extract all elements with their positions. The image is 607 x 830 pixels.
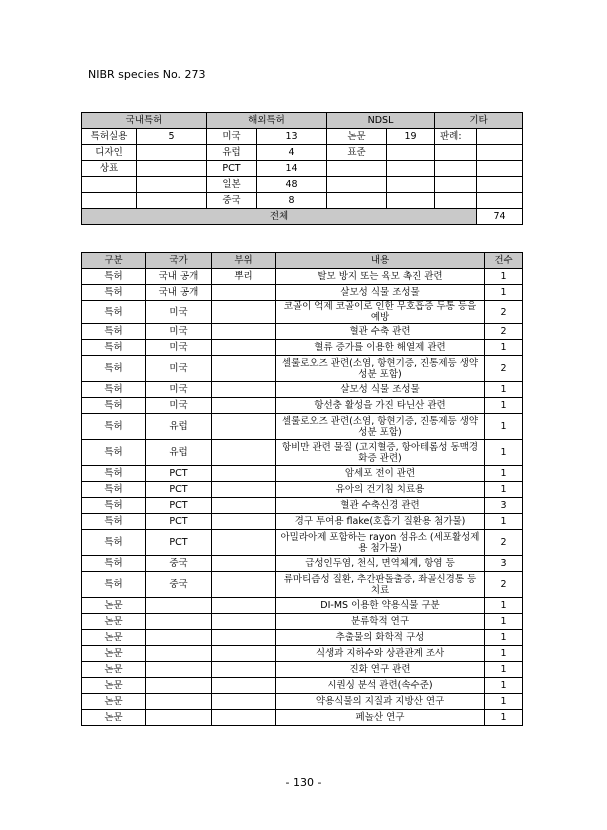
summary-row: [82, 193, 523, 209]
detail-cell-count: 3: [485, 498, 523, 514]
summary-cell: [82, 177, 137, 193]
summary-cell: 13: [257, 129, 327, 145]
detail-cell-part: [212, 498, 276, 514]
detail-row: [82, 340, 523, 356]
total-value: 74: [477, 209, 523, 225]
summary-cell: [327, 177, 387, 193]
detail-row: [82, 482, 523, 498]
detail-cell-country: PCT: [146, 514, 212, 530]
summary-cell: 디자인: [82, 145, 137, 161]
detail-row: [82, 556, 523, 572]
detail-cell-type: 특허: [82, 356, 146, 382]
detail-cell-country: [146, 662, 212, 678]
detail-cell-part: [212, 301, 276, 324]
detail-cell-country: 미국: [146, 398, 212, 414]
summary-cell: 표준: [327, 145, 387, 161]
detail-cell-type: 특허: [82, 482, 146, 498]
detail-cell-type: 특허: [82, 440, 146, 466]
detail-row: [82, 269, 523, 285]
detail-row: [82, 614, 523, 630]
detail-col-header: 부위: [212, 253, 276, 269]
detail-cell-part: [212, 324, 276, 340]
detail-cell-type: 특허: [82, 340, 146, 356]
detail-cell-content: 암세포 전이 관련: [276, 466, 485, 482]
detail-cell-count: 1: [485, 269, 523, 285]
summary-cell: 논문: [327, 129, 387, 145]
summary-row: [82, 161, 523, 177]
detail-cell-content: 혈관 수축신경 관련: [276, 498, 485, 514]
summary-col-header: 해외특허: [207, 113, 327, 129]
summary-cell: [477, 129, 523, 145]
detail-cell-type: 특허: [82, 530, 146, 556]
detail-cell-country: [146, 614, 212, 630]
detail-cell-content: 시퀀싱 분석 관련(속수준): [276, 678, 485, 694]
summary-cell: [387, 145, 435, 161]
detail-row: [82, 646, 523, 662]
detail-cell-type: 논문: [82, 598, 146, 614]
detail-cell-content: 급성인두염, 천식, 면역체계, 항염 등: [276, 556, 485, 572]
detail-row: [82, 572, 523, 598]
detail-cell-content: 진화 연구 관련: [276, 662, 485, 678]
detail-cell-count: 2: [485, 572, 523, 598]
detail-cell-part: [212, 414, 276, 440]
detail-cell-country: 미국: [146, 356, 212, 382]
detail-cell-country: [146, 598, 212, 614]
detail-cell-count: 1: [485, 466, 523, 482]
summary-cell: [82, 193, 137, 209]
detail-cell-type: 특허: [82, 382, 146, 398]
detail-cell-part: [212, 598, 276, 614]
summary-cell: [387, 177, 435, 193]
detail-col-header: 내용: [276, 253, 485, 269]
detail-cell-count: 1: [485, 710, 523, 726]
patent-paper-table: [81, 252, 523, 726]
detail-cell-country: 국내 공개: [146, 285, 212, 301]
detail-cell-content: 페놀산 연구: [276, 710, 485, 726]
summary-cell: 특허실용: [82, 129, 137, 145]
detail-row: [82, 694, 523, 710]
summary-cell: 판례:: [435, 129, 477, 145]
detail-cell-country: 유럽: [146, 440, 212, 466]
summary-row: [82, 145, 523, 161]
detail-cell-count: 1: [485, 646, 523, 662]
summary-cell: [327, 161, 387, 177]
detail-row: [82, 398, 523, 414]
summary-row: [82, 177, 523, 193]
detail-cell-count: 1: [485, 398, 523, 414]
detail-cell-content: 셀룰로오즈 관련(소염, 항현기증, 진통제등 생약 성분 포함): [276, 356, 485, 382]
detail-cell-type: 논문: [82, 710, 146, 726]
detail-cell-content: 분류학적 연구: [276, 614, 485, 630]
detail-cell-content: 아밀라아제 포함하는 rayon 섬유소 (세포활성제용 첨가물): [276, 530, 485, 556]
detail-cell-count: 1: [485, 694, 523, 710]
detail-cell-count: 1: [485, 614, 523, 630]
detail-cell-country: 중국: [146, 572, 212, 598]
summary-cell: 48: [257, 177, 327, 193]
detail-cell-type: 논문: [82, 694, 146, 710]
detail-cell-type: 특허: [82, 301, 146, 324]
summary-cell: [387, 161, 435, 177]
summary-cell: 5: [137, 129, 207, 145]
detail-cell-count: 1: [485, 662, 523, 678]
detail-header-row: [82, 253, 523, 269]
detail-cell-part: [212, 630, 276, 646]
detail-cell-count: 1: [485, 340, 523, 356]
detail-cell-count: 1: [485, 414, 523, 440]
detail-cell-country: PCT: [146, 482, 212, 498]
detail-row: [82, 678, 523, 694]
summary-cell: [137, 177, 207, 193]
detail-cell-count: 1: [485, 598, 523, 614]
summary-cell: 미국: [207, 129, 257, 145]
detail-cell-part: [212, 678, 276, 694]
detail-cell-content: 약용식물의 지질과 지방산 연구: [276, 694, 485, 710]
detail-cell-content: 셀룰로오즈 관련(소염, 항현기증, 진통제등 생약 성분 포함): [276, 414, 485, 440]
detail-cell-part: [212, 572, 276, 598]
detail-cell-part: [212, 694, 276, 710]
detail-row: [82, 382, 523, 398]
detail-cell-content: 항비만 관련 물질 (고지혈증, 항아테롬성 동맥경화증 관련): [276, 440, 485, 466]
detail-cell-country: [146, 646, 212, 662]
detail-cell-part: [212, 514, 276, 530]
detail-row: [82, 630, 523, 646]
detail-cell-part: [212, 614, 276, 630]
detail-cell-count: 1: [485, 440, 523, 466]
summary-cell: PCT: [207, 161, 257, 177]
summary-cell: [327, 193, 387, 209]
total-label: 전체: [82, 209, 477, 225]
detail-cell-type: 논문: [82, 646, 146, 662]
detail-cell-part: [212, 482, 276, 498]
summary-cell: [137, 161, 207, 177]
detail-cell-content: 경구 투여용 flake(호흡기 질환용 첨가물): [276, 514, 485, 530]
detail-cell-part: [212, 340, 276, 356]
summary-cell: 14: [257, 161, 327, 177]
summary-cell: [477, 193, 523, 209]
detail-col-header: 국가: [146, 253, 212, 269]
detail-cell-type: 논문: [82, 614, 146, 630]
detail-cell-count: 3: [485, 556, 523, 572]
detail-row: [82, 356, 523, 382]
detail-cell-count: 1: [485, 285, 523, 301]
detail-cell-part: [212, 382, 276, 398]
detail-cell-country: PCT: [146, 498, 212, 514]
summary-cell: 19: [387, 129, 435, 145]
detail-cell-part: [212, 398, 276, 414]
detail-cell-count: 2: [485, 356, 523, 382]
detail-cell-content: 항선충 활성을 가진 타닌산 관련: [276, 398, 485, 414]
detail-cell-part: [212, 662, 276, 678]
summary-col-header: 기타: [435, 113, 523, 129]
detail-cell-country: 미국: [146, 382, 212, 398]
summary-cell: [477, 177, 523, 193]
detail-row: [82, 514, 523, 530]
summary-col-header: NDSL: [327, 113, 435, 129]
detail-cell-count: 1: [485, 482, 523, 498]
summary-cell: [435, 161, 477, 177]
detail-cell-type: 특허: [82, 398, 146, 414]
summary-cell: 8: [257, 193, 327, 209]
detail-cell-country: [146, 710, 212, 726]
detail-cell-content: DI-MS 이용한 약용식물 구분: [276, 598, 485, 614]
detail-cell-part: [212, 285, 276, 301]
detail-cell-part: [212, 356, 276, 382]
detail-cell-type: 논문: [82, 678, 146, 694]
detail-cell-type: 특허: [82, 269, 146, 285]
detail-cell-count: 2: [485, 530, 523, 556]
detail-cell-part: [212, 556, 276, 572]
detail-cell-type: 특허: [82, 498, 146, 514]
detail-cell-part: [212, 710, 276, 726]
detail-cell-type: 특허: [82, 514, 146, 530]
detail-cell-content: 식생과 지하수와 상관관계 조사: [276, 646, 485, 662]
summary-cell: 상표: [82, 161, 137, 177]
detail-cell-content: 혈류 증가를 이용한 해열제 관련: [276, 340, 485, 356]
detail-cell-type: 특허: [82, 324, 146, 340]
detail-cell-count: 1: [485, 382, 523, 398]
summary-cell: [137, 193, 207, 209]
detail-cell-type: 논문: [82, 662, 146, 678]
detail-cell-content: 살모성 식물 조성물: [276, 382, 485, 398]
detail-cell-count: 2: [485, 324, 523, 340]
detail-cell-count: 1: [485, 678, 523, 694]
detail-cell-country: [146, 678, 212, 694]
detail-cell-part: [212, 466, 276, 482]
summary-cell: 중국: [207, 193, 257, 209]
document-header: NIBR species No. 273: [88, 68, 206, 81]
summary-cell: [477, 145, 523, 161]
summary-cell: [387, 193, 435, 209]
detail-cell-type: 특허: [82, 285, 146, 301]
detail-cell-country: 유럽: [146, 414, 212, 440]
detail-cell-type: 특허: [82, 466, 146, 482]
summary-cell: 4: [257, 145, 327, 161]
detail-cell-count: 2: [485, 301, 523, 324]
detail-cell-content: 류마티즘성 질환, 추간판돌출증, 좌골신경통 등 치료: [276, 572, 485, 598]
summary-cell: 일본: [207, 177, 257, 193]
detail-row: [82, 530, 523, 556]
detail-cell-country: 미국: [146, 340, 212, 356]
detail-row: [82, 710, 523, 726]
detail-cell-type: 논문: [82, 630, 146, 646]
detail-row: [82, 301, 523, 324]
detail-cell-part: [212, 530, 276, 556]
summary-cell: [435, 177, 477, 193]
detail-cell-country: [146, 630, 212, 646]
detail-cell-content: 탈모 방지 또는 육모 촉진 관련: [276, 269, 485, 285]
detail-cell-type: 특허: [82, 556, 146, 572]
detail-cell-country: PCT: [146, 530, 212, 556]
detail-cell-country: [146, 694, 212, 710]
detail-cell-country: PCT: [146, 466, 212, 482]
summary-cell: [137, 145, 207, 161]
detail-cell-country: 중국: [146, 556, 212, 572]
detail-cell-country: 미국: [146, 301, 212, 324]
detail-row: [82, 598, 523, 614]
detail-row: [82, 498, 523, 514]
detail-row: [82, 466, 523, 482]
detail-cell-part: [212, 440, 276, 466]
summary-col-header: 국내특허: [82, 113, 207, 129]
detail-cell-content: 추출물의 화학적 구성: [276, 630, 485, 646]
detail-cell-part: 뿌리: [212, 269, 276, 285]
detail-col-header: 건수: [485, 253, 523, 269]
summary-cell: 유럽: [207, 145, 257, 161]
detail-cell-content: 코골이 억제 코골이로 인한 무호흡증 두통 등을 예방: [276, 301, 485, 324]
detail-cell-part: [212, 646, 276, 662]
summary-cell: [477, 161, 523, 177]
summary-cell: [435, 193, 477, 209]
detail-col-header: 구분: [82, 253, 146, 269]
detail-cell-count: 1: [485, 514, 523, 530]
detail-row: [82, 285, 523, 301]
detail-cell-content: 혈관 수축 관련: [276, 324, 485, 340]
page-number: - 130 -: [285, 776, 322, 789]
detail-cell-count: 1: [485, 630, 523, 646]
detail-cell-content: 유아의 건기침 치료용: [276, 482, 485, 498]
detail-cell-type: 특허: [82, 414, 146, 440]
detail-cell-content: 살모성 식물 조성물: [276, 285, 485, 301]
detail-cell-type: 특허: [82, 572, 146, 598]
detail-row: [82, 324, 523, 340]
detail-row: [82, 414, 523, 440]
detail-cell-country: 미국: [146, 324, 212, 340]
summary-row: [82, 129, 523, 145]
summary-table: [81, 112, 523, 225]
detail-row: [82, 662, 523, 678]
summary-cell: [435, 145, 477, 161]
detail-cell-country: 국내 공개: [146, 269, 212, 285]
summary-header-row: [82, 113, 523, 129]
detail-row: [82, 440, 523, 466]
summary-total-row: [82, 209, 523, 225]
